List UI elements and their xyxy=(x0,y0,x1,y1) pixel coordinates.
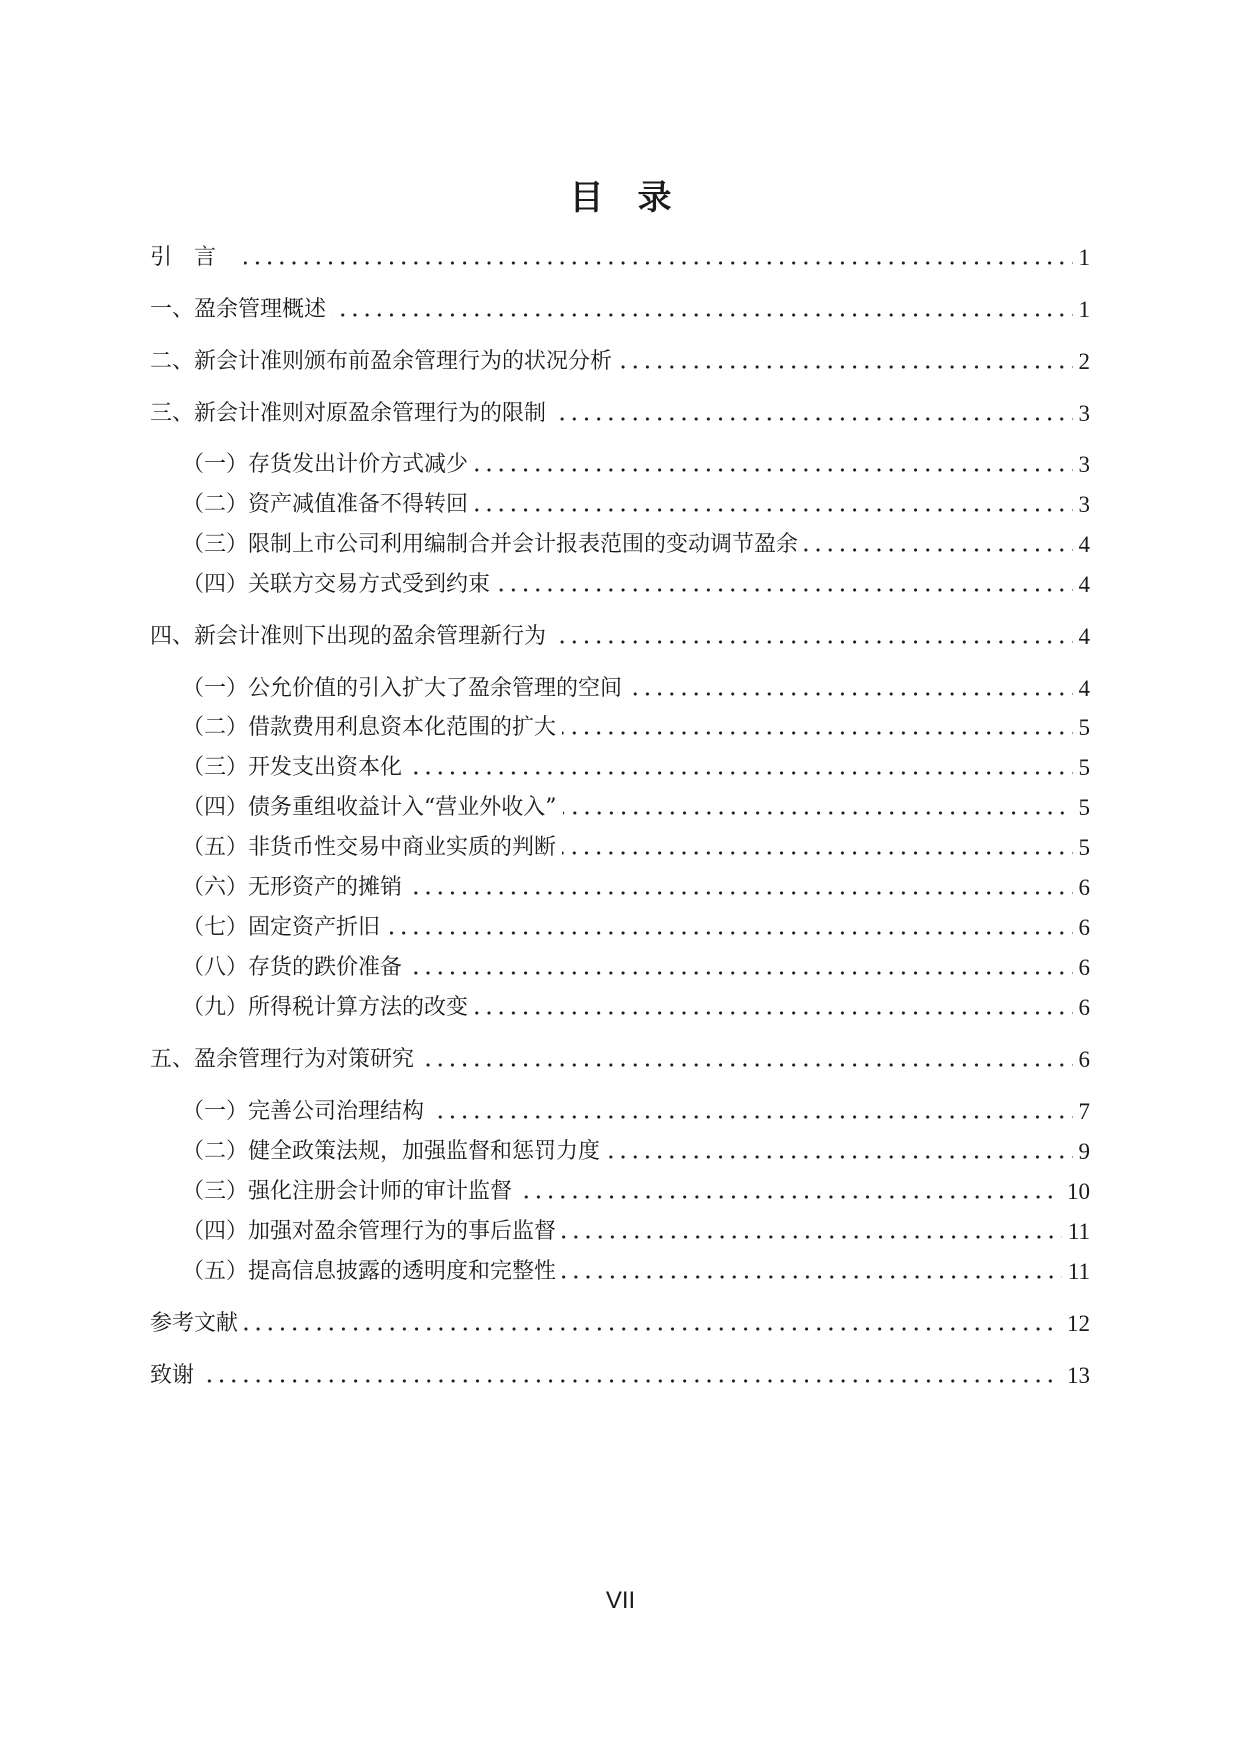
toc-entry-label: （三）强化注册会计师的审计监督 xyxy=(182,1179,513,1204)
toc-dot-leader xyxy=(408,970,1072,976)
toc-dot-leader xyxy=(244,1326,1061,1332)
toc-entry-section-4-4[interactable] xyxy=(182,791,1090,825)
toc-page-number: 11 xyxy=(1067,1219,1090,1244)
toc-dot-leader xyxy=(552,639,1072,645)
toc-page-number: 5 xyxy=(1078,755,1090,780)
toc-entry-label: （五）非货币性交易中商业实质的判断 xyxy=(182,835,557,860)
toc-entry-section-5-3[interactable] xyxy=(182,1175,1090,1209)
toc-page-number: 1 xyxy=(1078,245,1090,270)
toc-page-number: 13 xyxy=(1067,1363,1090,1388)
toc-entry-label: 二、新会计准则颁布前盈余管理行为的状况分析 xyxy=(150,349,613,374)
toc-entry-label: 致谢 xyxy=(150,1363,195,1388)
toc-entry-section-5-2[interactable] xyxy=(182,1135,1090,1169)
toc-page-number: 6 xyxy=(1078,1047,1090,1072)
toc-dot-leader xyxy=(804,547,1072,553)
toc-page-number: 5 xyxy=(1078,715,1090,740)
toc-dot-leader xyxy=(420,1062,1072,1068)
toc-entry-label: （五）提高信息披露的透明度和完整性 xyxy=(182,1259,557,1284)
toc-page-number: 6 xyxy=(1078,955,1090,980)
footer-page-number: VII xyxy=(605,1587,636,1614)
toc-dot-leader xyxy=(562,850,1072,856)
toc-page-number: 4 xyxy=(1078,624,1090,649)
toc-entry-label: （二）健全政策法规，加强监督和惩罚力度 xyxy=(182,1139,601,1164)
toc-dot-leader xyxy=(562,730,1072,736)
toc-entry-label: （七）固定资产折旧 xyxy=(182,915,381,940)
toc-page-number: 6 xyxy=(1078,995,1090,1020)
toc-entry-label: （四）关联方交易方式受到约束 xyxy=(182,572,491,597)
toc-entry-label: 五、盈余管理行为对策研究 xyxy=(150,1047,415,1072)
toc-entry-label: （四）加强对盈余管理行为的事后监督 xyxy=(182,1219,557,1244)
toc-entry-label: 四、新会计准则下出现的盈余管理新行为 xyxy=(150,624,547,649)
toc-entry-label: （六）无形资产的摊销 xyxy=(182,875,403,900)
toc-entry-label: （九）所得税计算方法的改变 xyxy=(182,995,469,1020)
toc-entry-section-3-1[interactable] xyxy=(182,448,1090,482)
toc-page-number: 5 xyxy=(1078,835,1090,860)
toc-entry-section-5-5[interactable] xyxy=(182,1255,1090,1289)
toc-entry-label: （二）借款费用利息资本化范围的扩大 xyxy=(182,715,557,740)
toc-entry-section-3-4[interactable] xyxy=(182,568,1090,602)
toc-page-number: 10 xyxy=(1067,1179,1090,1204)
toc-entry-section-4-2[interactable] xyxy=(182,711,1090,745)
toc-entry-section-4-3[interactable] xyxy=(182,751,1090,785)
toc-entry-label: （四）债务重组收益计入“营业外收入” xyxy=(182,795,557,820)
toc-dot-leader xyxy=(200,1378,1061,1384)
toc-page-number: 6 xyxy=(1078,875,1090,900)
toc-page-number: 5 xyxy=(1078,795,1090,820)
toc-page-number: 3 xyxy=(1078,452,1090,477)
toc-entry-section-4-1[interactable] xyxy=(182,672,1090,706)
toc-entry-label: （三）开发支出资本化 xyxy=(182,755,403,780)
toc-entry-section-4[interactable] xyxy=(150,620,1090,654)
toc-page-number: 9 xyxy=(1078,1139,1090,1164)
toc-entry-label: （八）存货的跌价准备 xyxy=(182,955,403,980)
toc-entry-label: （一）公允价值的引入扩大了盈余管理的空间 xyxy=(182,676,623,701)
toc-entry-section-2[interactable] xyxy=(150,345,1090,379)
toc-page-number: 1 xyxy=(1078,297,1090,322)
page-title: 目录 xyxy=(569,178,706,218)
toc-dot-leader xyxy=(244,260,1072,266)
toc-page-number: 12 xyxy=(1067,1311,1090,1336)
toc-entry-label: （三）限制上市公司利用编制合并会计报表范围的变动调节盈余 xyxy=(182,532,799,557)
toc-page-number: 7 xyxy=(1078,1099,1090,1124)
toc-entry-section-3-3[interactable] xyxy=(182,528,1090,562)
toc-dot-leader xyxy=(474,507,1072,513)
toc-dot-leader xyxy=(408,770,1072,776)
toc-entry-section-3[interactable] xyxy=(150,397,1090,431)
toc-entry-label: 参考文献 xyxy=(150,1311,239,1336)
toc-entry-section-4-6[interactable] xyxy=(182,871,1090,905)
toc-page-number: 11 xyxy=(1067,1259,1090,1284)
toc-dot-leader xyxy=(606,1154,1072,1160)
toc-entry-label: 一、盈余管理概述 xyxy=(150,297,327,322)
toc-dot-leader xyxy=(496,587,1072,593)
toc-entry-section-4-8[interactable] xyxy=(182,951,1090,985)
toc-dot-leader xyxy=(474,1010,1072,1016)
toc-entry-label: （一）存货发出计价方式减少 xyxy=(182,452,469,477)
toc-page-number: 4 xyxy=(1078,572,1090,597)
toc-dot-leader xyxy=(628,691,1072,697)
toc-entry-section-5-1[interactable] xyxy=(182,1095,1090,1129)
toc-entry-section-3-2[interactable] xyxy=(182,488,1090,522)
toc-dot-leader xyxy=(386,930,1072,936)
toc-dot-leader xyxy=(618,364,1072,370)
toc-entry-references[interactable] xyxy=(150,1307,1090,1341)
toc-entry-section-1[interactable] xyxy=(150,293,1090,327)
toc-entry-label: （一）完善公司治理结构 xyxy=(182,1099,425,1124)
toc-dot-leader xyxy=(518,1194,1061,1200)
toc-entry-section-4-5[interactable] xyxy=(182,831,1090,865)
toc-entry-intro[interactable] xyxy=(150,241,1090,275)
toc-dot-leader xyxy=(563,810,1073,816)
toc-dot-leader xyxy=(474,467,1072,473)
toc-entry-label: 三、新会计准则对原盈余管理行为的限制 xyxy=(150,401,547,426)
toc-page-number: 2 xyxy=(1078,349,1090,374)
toc-entry-acknowledgements[interactable] xyxy=(150,1359,1090,1393)
toc-dot-leader xyxy=(430,1114,1072,1120)
toc-page-number: 3 xyxy=(1078,401,1090,426)
toc-entry-label: 引言 xyxy=(150,245,239,270)
toc-page-number: 3 xyxy=(1078,492,1090,517)
toc-page-number: 4 xyxy=(1078,532,1090,557)
toc-entry-section-4-9[interactable] xyxy=(182,991,1090,1025)
toc-entry-section-5[interactable] xyxy=(150,1043,1090,1077)
toc-dot-leader xyxy=(562,1274,1062,1280)
toc-entry-section-4-7[interactable] xyxy=(182,911,1090,945)
toc-entry-section-5-4[interactable] xyxy=(182,1215,1090,1249)
toc-dot-leader xyxy=(562,1234,1062,1240)
toc-dot-leader xyxy=(552,416,1072,422)
toc-page-number: 6 xyxy=(1078,915,1090,940)
toc-entry-label: （二）资产减值准备不得转回 xyxy=(182,492,469,517)
toc-page-number: 4 xyxy=(1078,676,1090,701)
toc-dot-leader xyxy=(408,890,1072,896)
toc-dot-leader xyxy=(332,312,1072,318)
